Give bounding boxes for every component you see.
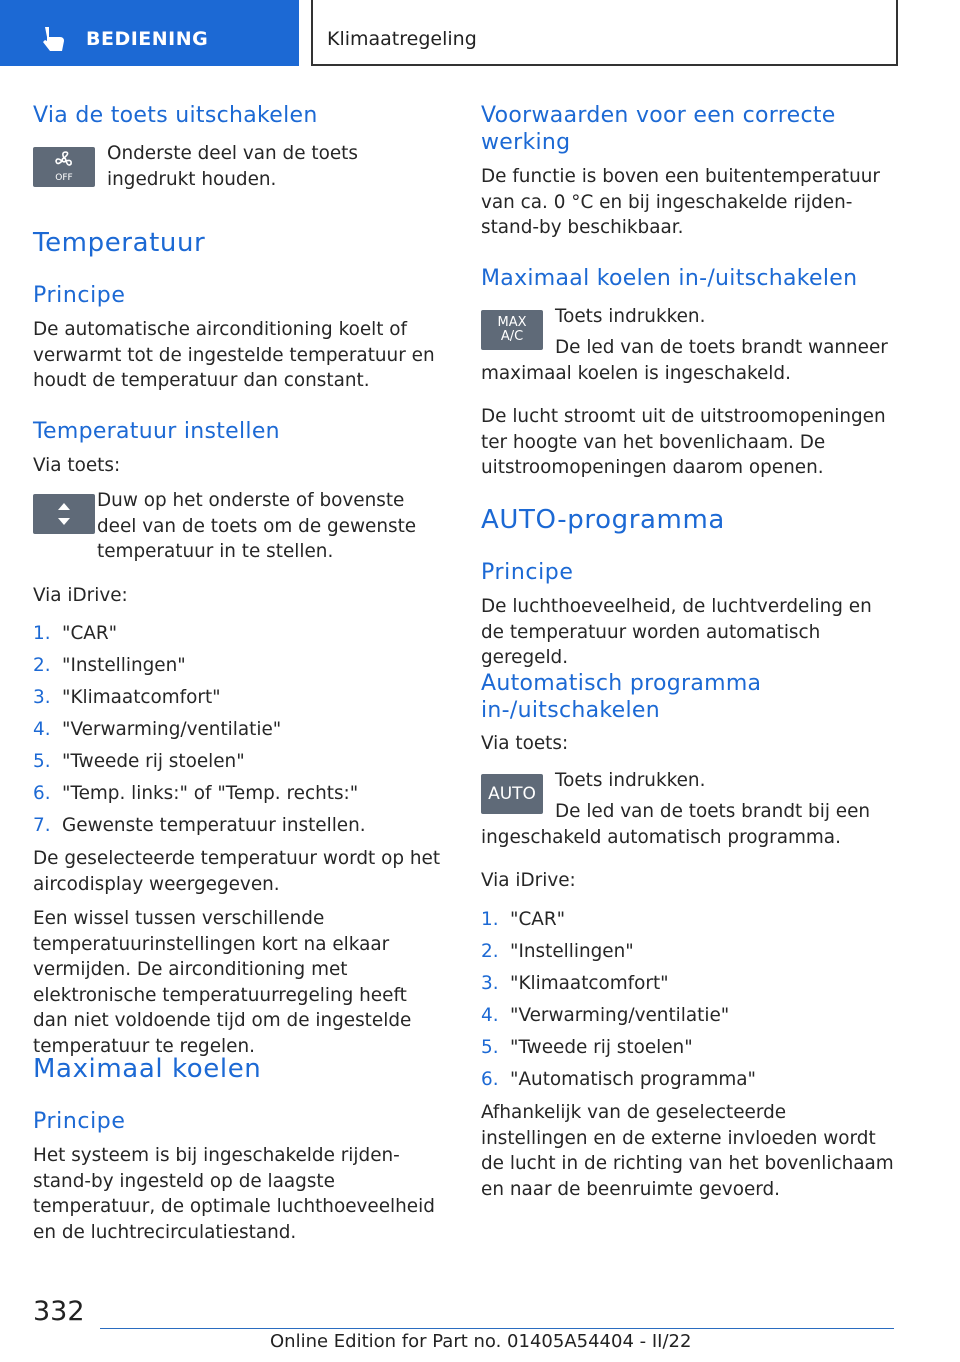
step-text: "Instellingen": [62, 655, 186, 676]
step-number: 2.: [33, 655, 51, 676]
step-item: [481, 1032, 896, 1064]
step-text: "Instellingen": [510, 941, 634, 962]
via-toets-2: Via toets:: [481, 733, 569, 754]
max-text-1: Toets indrukken.: [555, 306, 706, 327]
heading-maximaal-koelen-inuit: Maximaal koelen in-/uitschakelen: [481, 266, 858, 291]
step-number: 2.: [481, 941, 499, 962]
max-text-2: De led van de toets brandt wanneer maximaal koelen is ingeschakeld.: [481, 337, 888, 384]
principe-2-text: Het systeem is bij ingeschakelde rijden-stand-by ingesteld op de laagste temperatuur, de optimale luchthoeveelheid en de luchtrecirculatiestand.: [33, 1145, 435, 1243]
after-text-2: Een wissel tussen verschillende temperatuurinstellingen kort na elkaar vermijden. De airconditioning met elektronische temperatuurregeling heeft dan niet voldoende tijd om de ingestelde temperatuur te regelen.: [33, 908, 412, 1057]
heading-maximaal-koelen: Maximaal koelen: [33, 1054, 262, 1084]
step-number: 1.: [481, 909, 499, 930]
step-number: 7.: [33, 815, 51, 836]
step-item: [481, 936, 896, 968]
auto-text-1: Toets indrukken.: [555, 770, 706, 791]
step-number: 5.: [481, 1037, 499, 1058]
step-item: [33, 682, 446, 714]
via-idrive-1: Via iDrive:: [33, 585, 128, 606]
max-ac-key-line1: MAX: [497, 315, 527, 330]
step-text: "Temp. links:" of "Temp. rechts:": [62, 783, 359, 804]
step-number: 6.: [33, 783, 51, 804]
heading-principe-1: Principe: [33, 283, 126, 308]
heading-automatisch-inuit: Automatisch programma in-/uitschakelen: [481, 671, 762, 723]
auto-text-2: De led van de toets brandt bij een ingeschakeld automatisch programma.: [481, 801, 871, 848]
edition-label: Online Edition for Part no. 01405A54404 - II/22: [270, 1331, 692, 1352]
step-number: 4.: [481, 1005, 499, 1026]
temperature-key: [33, 494, 95, 534]
step-item: [33, 810, 446, 842]
heading-off: Via de toets uitschakelen: [33, 103, 318, 128]
chapter-title: Klimaatregeling: [327, 28, 477, 50]
step-item: [481, 968, 896, 1000]
section-title: BEDIENING: [86, 28, 209, 50]
step-text: "Verwarming/ventilatie": [510, 1005, 730, 1026]
step-text: "Tweede rij stoelen": [510, 1037, 693, 1058]
off-text: Onderste deel van de toets ingedrukt houden.: [107, 143, 358, 190]
via-idrive-2: Via iDrive:: [481, 870, 576, 891]
fan-off-key: [33, 147, 95, 187]
step-item: [33, 778, 446, 810]
fan-off-icon: [44, 149, 84, 185]
step-item: [33, 714, 446, 746]
right-steps-list: [481, 904, 896, 1096]
left-steps-list: [33, 618, 446, 842]
max-ac-key-line2: A/C: [500, 329, 524, 344]
step-item: [33, 746, 446, 778]
heading-principe-2: Principe: [33, 1109, 126, 1134]
heading-temperatuur: Temperatuur: [33, 228, 206, 258]
heading-voorwaarden: Voorwaarden voor een correcte werking: [481, 103, 836, 155]
step-number: 6.: [481, 1069, 499, 1090]
footer-divider: [100, 1328, 894, 1329]
pointing-hand-icon: [38, 24, 68, 54]
step-text: "Klimaatcomfort": [62, 687, 221, 708]
step-text: "Tweede rij stoelen": [62, 751, 245, 772]
step-text: Gewenste temperatuur instellen.: [62, 815, 366, 836]
step-item: [481, 904, 896, 936]
step-number: 3.: [33, 687, 51, 708]
auto-key-label: AUTO: [488, 784, 536, 804]
principe-3-text: De luchthoeveelheid, de luchtverdeling en de temperatuur worden automatisch geregeld.: [481, 596, 872, 668]
principe-1-text: De automatische airconditioning koelt of verwarmt tot de ingestelde temperatuur en houdt de temperatuur dan constant.: [33, 319, 435, 391]
chapter-tab: [311, 0, 898, 66]
page-number: 332: [33, 1296, 85, 1327]
step-item: [481, 1064, 896, 1096]
heading-temperatuur-instellen: Temperatuur instellen: [33, 419, 280, 444]
voorwaarden-text: De functie is boven een buitentemperatuur van ca. 0 °C en bij ingeschakelde rijden-stand-by beschikbaar.: [481, 166, 880, 238]
heading-auto-programma: AUTO-programma: [481, 505, 725, 535]
step-number: 3.: [481, 973, 499, 994]
up-down-arrows-icon: [54, 499, 74, 529]
step-text: "CAR": [62, 623, 118, 644]
off-key-label: OFF: [55, 173, 73, 183]
after-text-1: De geselecteerde temperatuur wordt op het aircodisplay weergegeven.: [33, 848, 441, 895]
step-text: "Automatisch programma": [510, 1069, 757, 1090]
step-number: 1.: [33, 623, 51, 644]
step-item: [33, 618, 446, 650]
section-tab: [0, 0, 299, 66]
heading-principe-3: Principe: [481, 560, 574, 585]
temperature-key-text: Duw op het onderste of bovenste deel van de toets om de gewenste temperatuur in te stellen.: [97, 490, 417, 562]
max-text-3: De lucht stroomt uit de uitstroomopeningen ter hoogte van het bovenlichaam. De uitstroomopeningen daarom openen.: [481, 406, 886, 478]
step-number: 4.: [33, 719, 51, 740]
via-toets-1: Via toets:: [33, 455, 121, 476]
step-text: "CAR": [510, 909, 566, 930]
step-text: "Klimaatcomfort": [510, 973, 669, 994]
step-item: [33, 650, 446, 682]
step-number: 5.: [33, 751, 51, 772]
closing-text: Afhankelijk van de geselecteerde instellingen en de externe invloeden wordt de lucht in de richting van het bovenlichaam en naar de beenruimte gevoerd.: [481, 1102, 894, 1200]
step-item: [481, 1000, 896, 1032]
step-text: "Verwarming/ventilatie": [62, 719, 282, 740]
